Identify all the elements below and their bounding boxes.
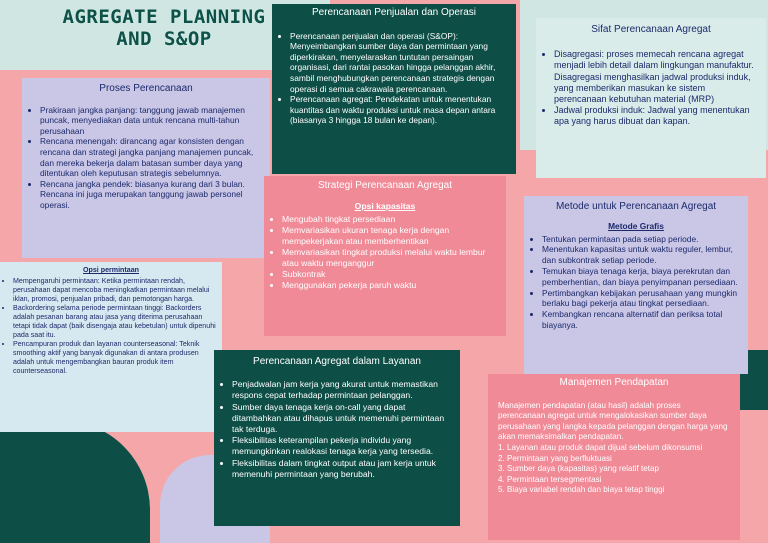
opsi-kapasitas-heading: Opsi kapasitas (354, 201, 416, 211)
list-item: 1. Layanan atau produk dapat dijual sebelum dikonsumsi (498, 442, 703, 452)
list-item: • Memvariasikan ukuran tenaga kerja dengan mempekerjakan atau memberhentikan (282, 225, 500, 247)
penjualan-header: Perencanaan Penjualan dan Operasi (311, 7, 476, 18)
penjualan-operasi-card (272, 4, 516, 174)
pendapatan-header: Manajemen Pendapatan (559, 377, 669, 388)
layanan-list (220, 379, 454, 480)
strategi-card (264, 176, 506, 336)
opsi-permintaan-heading: Opsi permintaan (83, 266, 139, 274)
strategi-list (270, 214, 500, 291)
page-title (14, 6, 314, 50)
background-shape-teal (0, 420, 150, 543)
list-item: • Fleksibilitas keterampilan pekerja individu yang memungkinkan realokasi tenaga kerja yang tersedia. (232, 435, 454, 457)
list-item: • Memvariasikan tingkat produksi melalui waktu lembur atau waktu menganggur (282, 247, 500, 269)
metode-list (530, 234, 742, 331)
metode-header: Metode untuk Perencanaan Agregat (555, 201, 717, 212)
list-item: • Prakiraan jangka panjang: tanggung jawab manajemen puncak, menyediakan data untuk rencana multi-tahun perusahaan (40, 105, 264, 137)
list-item: • Pertimbangkan kebijakan perusahaan yang mungkin berlaku bagi pekerja atau tingkat persediaan. (542, 288, 742, 310)
list-item: • Subkontrak (282, 269, 500, 280)
list-item: • Perencanaan penjualan dan operasi (S&OP): Menyeimbangkan sumber daya dan permintaan yang diperkirakan, menyelaraskan tuntutan persaingan organisasi, dari rantai pasokan hingga pelanggan akhir, sambil menghubungkan perencanaan strategis dengan operasi di semua cakrawala perencanaan. (290, 31, 510, 95)
list-item: • Sumber daya tenaga kerja on-call yang dapat ditambahkan atau dihapus untuk memenuhi permintaan tak terduga. (232, 402, 454, 436)
list-item: • Tentukan permintaan pada setiap periode. (542, 234, 742, 245)
list-item: • Fleksibilitas dalam tingkat output atau jam kerja untuk memenuhi permintaan yang berubah. (232, 458, 454, 480)
list-item: • Backordering selama periode permintaan tinggi: Backorders adalah pesanan barang atau jasa yang diterima perusahaan tetapi tidak dapat (baik disengaja atau kebetulan) untuk dipenuhi pada saat itu. (13, 304, 218, 340)
title-line-1: AGREGATE PLANNING (62, 6, 266, 28)
sifat-header: Sifat Perencanaan Agregat (591, 24, 711, 35)
sifat-list (542, 49, 760, 127)
list-item: • Mengubah tingkat persediaan (282, 214, 500, 225)
proses-list (28, 105, 264, 211)
list-item: • Kembangkan rencana alternatif dan periksa total biayanya. (542, 309, 742, 331)
sifat-card (536, 18, 766, 178)
penjualan-list (278, 31, 510, 126)
list-item: • Jadwal produksi induk: Jadwal yang menentukan apa yang harus dibuat dan kapan. (554, 105, 760, 127)
metode-card (524, 196, 748, 374)
list-item: • Menentukan kapasitas untuk waktu reguler, lembur, dan subkontrak setiap periode. (542, 244, 742, 266)
pendapatan-card (488, 374, 740, 540)
list-item: • Disagregasi: proses memecah rencana agregat menjadi lebih detail dalam lingkungan manufaktur. Disagregasi menghasilkan jadwal produksi induk, yang memberikan masukan ke sistem perencanaan kebutuhan material (MRP) (554, 49, 760, 105)
list-item: • Rencana jangka pendek: biasanya kurang dari 3 bulan. Rencana ini juga merupakan tanggung jawab personel operasi. (40, 179, 264, 211)
list-item: 2. Permintaan yang berfluktuasi (498, 453, 612, 463)
list-item: • Rencana menengah: dirancang agar konsisten dengan rencana dan strategi jangka panjang manajemen puncak, dan mereka bekerja dalam batasan sumber daya yang ditentukan oleh keputusan strategis sebelumnya. (40, 136, 264, 178)
opsi-permintaan-card (0, 262, 222, 432)
list-item: • Menggunakan pekerja paruh waktu (282, 280, 500, 291)
list-item: • Mempengaruhi permintaan: Ketika permintaan rendah, perusahaan dapat mencoba meningkatkan permintaan melalui iklan, promosi, penjualan pribadi, dan pemotongan harga. (13, 277, 218, 304)
pendapatan-intro: Manajemen pendapatan (atau hasil) adalah proses perencanaan agregat untuk mengalokasikan sumber daya perusahaan yang langka kepada pelanggan dengan harga yang akan memaksimalkan pendapatan. (498, 400, 728, 442)
list-item: • Perencanaan agregat: Pendekatan untuk menentukan kuantitas dan waktu produksi untuk masa depan antara (biasanya 3 hingga 18 bulan ke depan). (290, 94, 510, 126)
proses-perencanaan-card (22, 78, 270, 258)
strategi-header: Strategi Perencanaan Agregat (318, 180, 452, 191)
proses-header: Proses Perencanaan (99, 83, 193, 94)
metode-grafis-heading: Metode Grafis (608, 220, 664, 231)
layanan-card (214, 350, 460, 526)
list-item: • Penjadwalan jam kerja yang akurat untuk memastikan respons cepat terhadap permintaan pelanggan. (232, 379, 454, 401)
list-item: • Temukan biaya tenaga kerja, biaya perekrutan dan pemberhentian, dan biaya penyimpanan persediaan. (542, 266, 742, 288)
list-item: 4. Permintaan tersegmentasi (498, 474, 602, 484)
list-item: 3. Sumber daya (kapasitas) yang relatif tetap (498, 464, 660, 474)
pendapatan-list (498, 443, 730, 496)
opsi-permintaan-list (4, 277, 218, 376)
layanan-header: Perencanaan Agregat dalam Layanan (253, 356, 421, 367)
list-item: • Pencampuran produk dan layanan counterseasonal: Teknik smoothing aktif yang banyak digunakan di antara produsen adalah untuk mengembangkan bauran produk item counterseasonal. (13, 340, 218, 376)
title-line-2: AND S&OP (116, 28, 212, 50)
list-item: 5. Biaya variabel rendah dan biaya tetap tinggi (498, 485, 665, 495)
